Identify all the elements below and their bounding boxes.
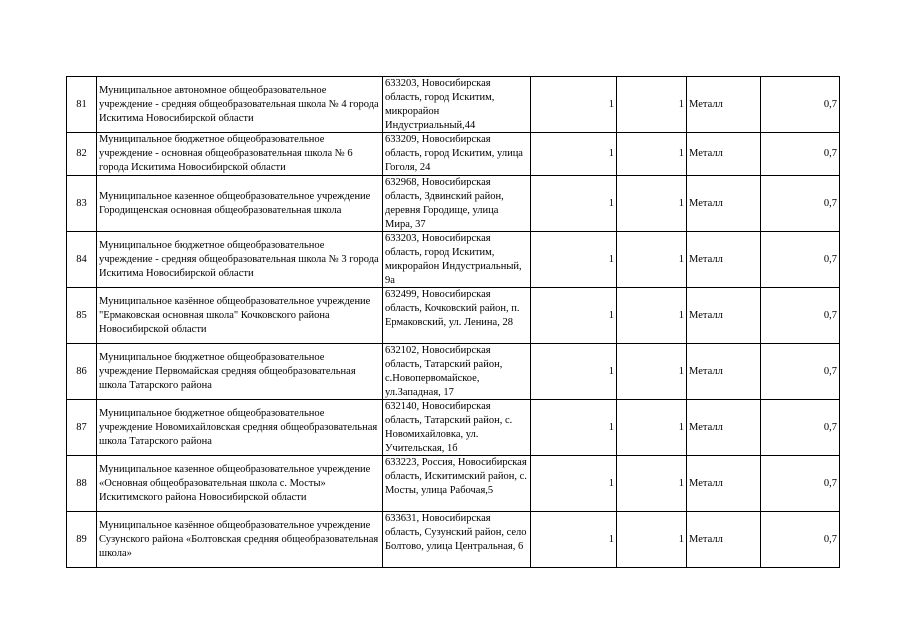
school-name: Муниципальное казённое общеобразовательное учреждение Сузунского района «Болтовская средняя общеобразовательная школа» xyxy=(97,512,383,568)
address-text: 633203, Новосибирская область, город Искитим, микрорайон Индустриальный,44 xyxy=(385,78,495,131)
row-number: 82 xyxy=(67,133,97,176)
school-address xyxy=(383,456,531,512)
school-name: Муниципальное бюджетное общеобразовательное учреждение Новомихайловская средняя общеобразовательная школа Татарского района xyxy=(97,400,383,456)
quantity-cell: 1 xyxy=(531,512,617,568)
material-cell: Металл xyxy=(687,176,761,232)
table-row xyxy=(67,232,840,288)
address-text: 632968, Новосибирская область, Здвинский район, деревня Городище, улица Мира, 37 xyxy=(385,177,504,230)
row-number: 83 xyxy=(67,176,97,232)
school-address xyxy=(383,400,531,456)
row-number: 81 xyxy=(67,77,97,133)
material-cell: Металл xyxy=(687,288,761,344)
value-cell: 0,7 xyxy=(761,77,840,133)
quantity-cell: 1 xyxy=(617,176,687,232)
value-cell: 0,7 xyxy=(761,512,840,568)
value-cell: 0,7 xyxy=(761,176,840,232)
school-address xyxy=(383,133,531,176)
quantity-cell: 1 xyxy=(617,288,687,344)
material-cell: Металл xyxy=(687,456,761,512)
school-address xyxy=(383,232,531,288)
row-number: 86 xyxy=(67,344,97,400)
quantity-cell: 1 xyxy=(617,133,687,176)
quantity-cell: 1 xyxy=(617,77,687,133)
material-cell: Металл xyxy=(687,232,761,288)
table-row xyxy=(67,176,840,232)
school-address xyxy=(383,176,531,232)
registry-table xyxy=(66,76,840,568)
address-text: 632140, Новосибирская область, Татарский район, с. Новомихайловка, ул. Учительская, 1б xyxy=(385,401,513,454)
value-cell: 0,7 xyxy=(761,344,840,400)
quantity-cell: 1 xyxy=(617,232,687,288)
quantity-cell: 1 xyxy=(531,133,617,176)
school-name: Муниципальное бюджетное общеобразовательное учреждение - основная общеобразовательная школа № 6 города Искитима Новосибирской области xyxy=(97,133,383,176)
row-number: 88 xyxy=(67,456,97,512)
material-cell: Металл xyxy=(687,133,761,176)
table-row xyxy=(67,344,840,400)
address-text: 632499, Новосибирская область, Кочковский район, п. Ермаковский, ул. Ленина, 28 xyxy=(385,289,520,328)
value-cell: 0,7 xyxy=(761,232,840,288)
table-row xyxy=(67,133,840,176)
address-text: 633209, Новосибирская область, город Искитим, улица Гоголя, 24 xyxy=(385,134,523,173)
table-row xyxy=(67,288,840,344)
school-name: Муниципальное автономное общеобразовательное учреждение - средняя общеобразовательная школа № 4 города Искитима Новосибирской области xyxy=(97,77,383,133)
value-cell: 0,7 xyxy=(761,400,840,456)
school-name: Муниципальное казенное общеобразовательное учреждение «Основная общеобразовательная школа с. Мосты» Искитимского района Новосибирской области xyxy=(97,456,383,512)
quantity-cell: 1 xyxy=(617,344,687,400)
address-text: 633203, Новосибирская область, город Искитим, микрорайон Индустриальный, 9а xyxy=(385,233,522,286)
school-address xyxy=(383,344,531,400)
quantity-cell: 1 xyxy=(531,232,617,288)
quantity-cell: 1 xyxy=(531,344,617,400)
school-name: Муниципальное казенное общеобразовательное учреждение Городищенская основная общеобразовательная школа xyxy=(97,176,383,232)
material-cell: Металл xyxy=(687,344,761,400)
school-address xyxy=(383,77,531,133)
table-row xyxy=(67,400,840,456)
quantity-cell: 1 xyxy=(531,400,617,456)
row-number: 85 xyxy=(67,288,97,344)
row-number: 87 xyxy=(67,400,97,456)
row-number: 84 xyxy=(67,232,97,288)
value-cell: 0,7 xyxy=(761,456,840,512)
school-name: Муниципальное бюджетное общеобразовательное учреждение Первомайская средняя общеобразовательная школа Татарского района xyxy=(97,344,383,400)
address-text: 633223, Россия, Новосибирская область, Искитимский район, с. Мосты, улица Рабочая,5 xyxy=(385,457,527,496)
material-cell: Металл xyxy=(687,512,761,568)
quantity-cell: 1 xyxy=(531,176,617,232)
school-name: Муниципальное казённое общеобразовательное учреждение "Ермаковская основная школа" Кочковского района Новосибирской области xyxy=(97,288,383,344)
table-row xyxy=(67,77,840,133)
quantity-cell: 1 xyxy=(617,400,687,456)
quantity-cell: 1 xyxy=(531,456,617,512)
school-name: Муниципальное бюджетное общеобразовательное учреждение - средняя общеобразовательная школа № 3 города Искитима Новосибирской области xyxy=(97,232,383,288)
row-number: 89 xyxy=(67,512,97,568)
school-address xyxy=(383,512,531,568)
value-cell: 0,7 xyxy=(761,288,840,344)
quantity-cell: 1 xyxy=(531,77,617,133)
address-text: 632102, Новосибирская область, Татарский район, с.Новопервомайское, ул.Западная, 17 xyxy=(385,345,503,398)
table-row xyxy=(67,512,840,568)
material-cell: Металл xyxy=(687,77,761,133)
table-row xyxy=(67,456,840,512)
material-cell: Металл xyxy=(687,400,761,456)
quantity-cell: 1 xyxy=(617,512,687,568)
quantity-cell: 1 xyxy=(617,456,687,512)
value-cell: 0,7 xyxy=(761,133,840,176)
quantity-cell: 1 xyxy=(531,288,617,344)
address-text: 633631, Новосибирская область, Сузунский район, село Болтово, улица Центральная, 6 xyxy=(385,513,527,552)
school-address xyxy=(383,288,531,344)
